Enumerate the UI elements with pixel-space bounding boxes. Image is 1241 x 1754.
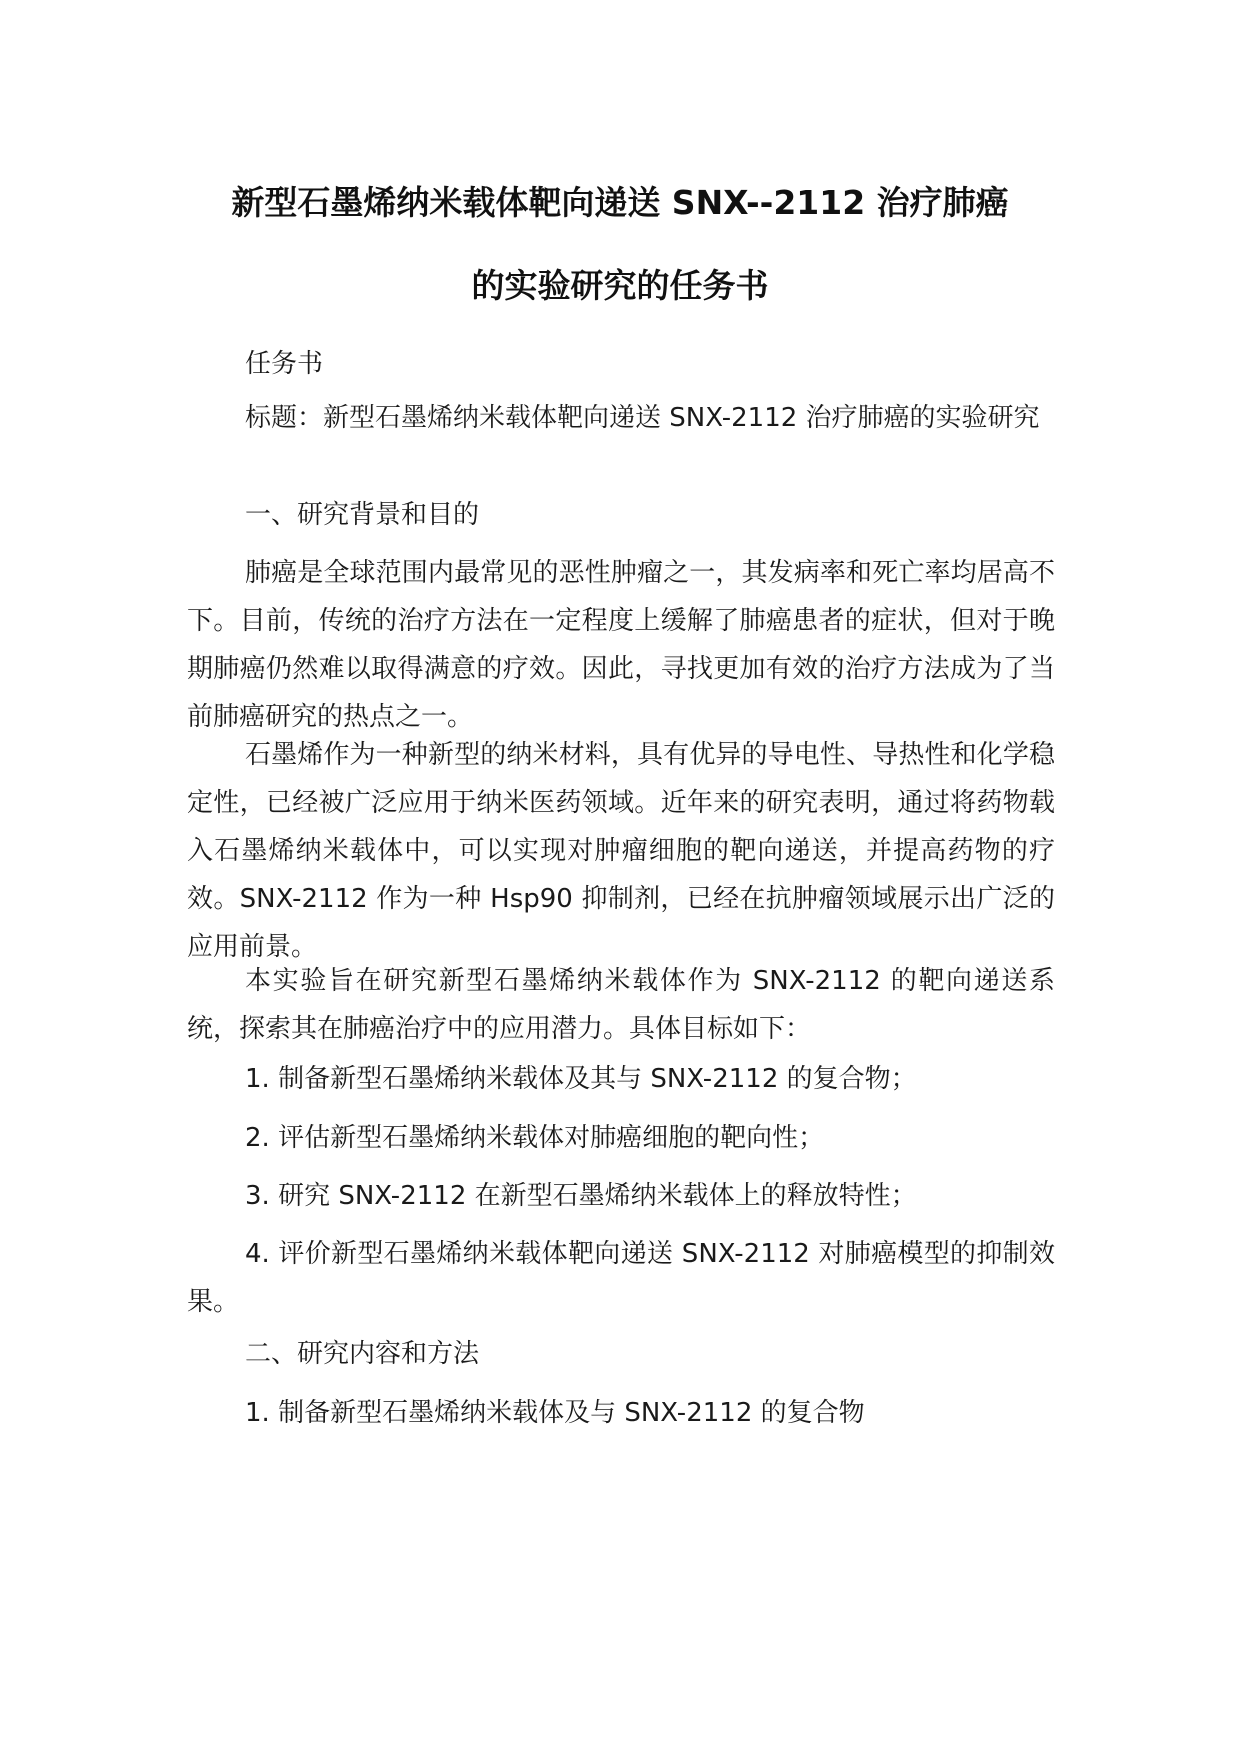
method-item-1: 1. 制备新型石墨烯纳米载体及与 SNX-2112 的复合物 bbox=[245, 1398, 865, 1428]
paragraph-objectives: 本实验旨在研究新型石墨烯纳米载体作为 SNX-2112 的靶向递送系统，探索其在肺癌治疗中的应用潜力。具体目标如下： bbox=[187, 966, 1055, 1044]
objective-item-4: 4. 评价新型石墨烯纳米载体靶向递送 SNX-2112 对肺癌模型的抑制效果。 bbox=[187, 1239, 1055, 1317]
objective-item-1: 1. 制备新型石墨烯纳米载体及其与 SNX-2112 的复合物； bbox=[245, 1064, 917, 1094]
paragraph-title-line: 标题：新型石墨烯纳米载体靶向递送 SNX-2112 治疗肺癌的实验研究 bbox=[245, 403, 1040, 433]
section-heading-1: 一、研究背景和目的 bbox=[245, 500, 480, 530]
objective-item-2: 2. 评估新型石墨烯纳米载体对肺癌细胞的靶向性； bbox=[245, 1123, 825, 1153]
section-label-task-book: 任务书 bbox=[245, 349, 324, 379]
objective-item-3: 3. 研究 SNX-2112 在新型石墨烯纳米载体上的释放特性； bbox=[245, 1181, 917, 1211]
section-heading-2: 二、研究内容和方法 bbox=[245, 1339, 480, 1369]
document-title-line-2: 的实验研究的任务书 bbox=[471, 266, 769, 305]
paragraph-graphene: 石墨烯作为一种新型的纳米材料，具有优异的导电性、导热性和化学稳定性，已经被广泛应用于纳米医药领域。近年来的研究表明，通过将药物载入石墨烯纳米载体中，可以实现对肿瘤细胞的靶向递送，并提高药物的疗效。SNX-2112 作为一种 Hsp90 抑制剂，已经在抗肿瘤领域展示出广泛的应用前景。 bbox=[187, 740, 1055, 962]
paragraph-background: 肺癌是全球范围内最常见的恶性肿瘤之一，其发病率和死亡率均居高不下。目前，传统的治疗方法在一定程度上缓解了肺癌患者的症状，但对于晚期肺癌仍然难以取得满意的疗效。因此，寻找更加有效的治疗方法成为了当前肺癌研究的热点之一。 bbox=[187, 558, 1055, 732]
document-title-line-1: 新型石墨烯纳米载体靶向递送 SNX--2112 治疗肺癌 bbox=[231, 183, 1009, 222]
